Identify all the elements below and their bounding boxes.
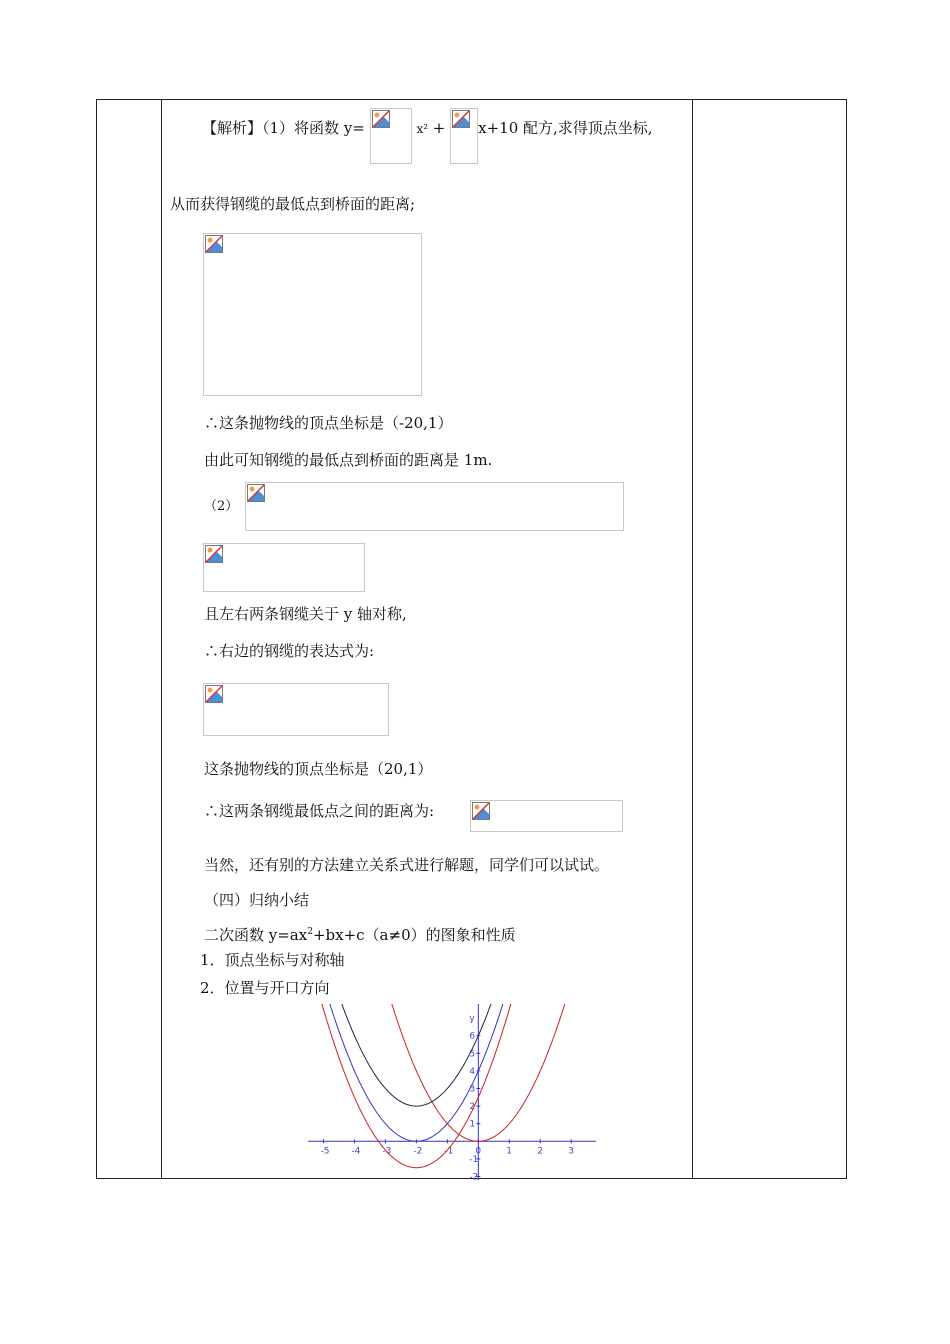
y-tick-label: 4 <box>469 1066 476 1077</box>
broken-image-icon <box>205 235 223 253</box>
vertex-line-2: 这条抛物线的顶点坐标是（20,1） <box>204 760 433 778</box>
formula-image-coef-a <box>370 108 412 164</box>
broken-image-icon <box>452 110 470 128</box>
y-tick-label: 2 <box>469 1102 476 1113</box>
analysis-line-2: 从而获得钢缆的最低点到桥面的距离; <box>170 195 416 213</box>
distance-line-1: 由此可知钢缆的最低点到桥面的距离是 1m. <box>204 451 493 469</box>
analysis-label: 【解析】 <box>202 119 263 137</box>
summary-topic <box>204 922 516 945</box>
x-tick-label: 2 <box>537 1146 543 1157</box>
broken-image-icon <box>247 484 265 502</box>
plus-sign: + <box>432 119 446 137</box>
formula-image-right-cable <box>203 683 389 736</box>
formula-image-part2 <box>245 482 624 531</box>
topic-exponent: 2 <box>307 927 313 937</box>
analysis-line-1 <box>202 118 653 164</box>
x-squared: x² <box>416 122 429 136</box>
topic-prefix: 二次函数 y=ax <box>204 926 308 944</box>
broken-image-icon <box>372 110 390 128</box>
formula-image-left-cable <box>203 543 365 592</box>
table-divider-2 <box>692 99 693 1179</box>
formula-image-large <box>203 233 422 396</box>
parabola-graph <box>308 1004 596 1180</box>
part1-prefix: （1）将函数 y= <box>262 119 365 137</box>
part1-suffix: x+10 配方,求得顶点坐标, <box>478 119 653 137</box>
right-expr-line: ∴右边的钢缆的表达式为: <box>204 642 375 660</box>
part2-label: （2） <box>204 499 239 514</box>
x-tick-label: 0 <box>475 1146 482 1157</box>
y-tick-label: 6 <box>469 1031 476 1042</box>
y-axis-label: y <box>469 1014 475 1025</box>
x-tick-label: 1 <box>506 1146 513 1157</box>
other-method-line: 当然，还有别的方法建立关系式进行解题，同学们可以试试。 <box>204 856 610 874</box>
distance-line-2: ∴这两条钢缆最低点之间的距离为: <box>204 802 435 820</box>
x-tick-label: -2 <box>413 1146 423 1157</box>
topic-suffix: +bx+c（a≠0）的图象和性质 <box>312 926 516 944</box>
x-tick-label: -4 <box>351 1146 361 1157</box>
y-tick-label: 5 <box>469 1049 476 1060</box>
x-tick-label: -3 <box>382 1146 392 1157</box>
formula-image-distance <box>470 800 623 832</box>
broken-image-icon <box>205 685 223 703</box>
table-border-left <box>96 99 97 1179</box>
table-border-top <box>96 99 847 100</box>
formula-image-coef-b <box>450 108 478 164</box>
table-border-right <box>846 99 847 1179</box>
vertex-line-1: ∴这条抛物线的顶点坐标是（-20,1） <box>204 414 453 432</box>
summary-heading: （四）归纳小结 <box>204 891 310 909</box>
x-tick-label: -5 <box>320 1146 330 1157</box>
y-tick-label: 3 <box>469 1084 476 1095</box>
summary-item-2: 2．位置与开口方向 <box>200 979 330 997</box>
broken-image-icon <box>205 545 223 563</box>
x-tick-label: -1 <box>444 1146 454 1157</box>
y-tick-label: 1 <box>469 1119 476 1130</box>
x-tick-label: 3 <box>568 1146 574 1157</box>
table-divider-1 <box>161 99 162 1179</box>
y-tick-label: -1 <box>469 1154 479 1165</box>
broken-image-icon <box>472 802 490 820</box>
y-tick-label: -2 <box>469 1172 479 1180</box>
summary-item-1: 1．顶点坐标与对称轴 <box>200 951 345 969</box>
symmetric-line: 且左右两条钢缆关于 y 轴对称, <box>204 605 407 623</box>
